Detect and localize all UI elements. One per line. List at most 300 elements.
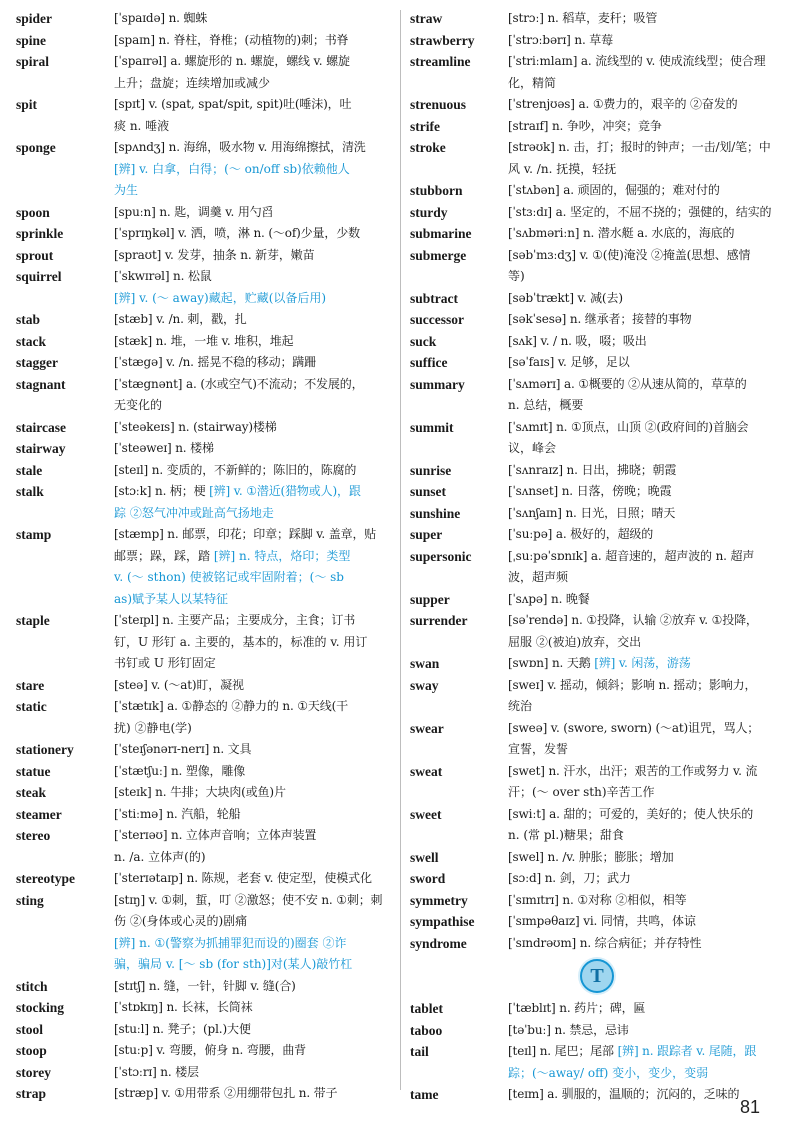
definition-line <box>114 782 390 804</box>
definition-text: [səˈrendə] n. ①投降，认输 ②放弃 v. ①投降， <box>508 613 758 627</box>
definition-text: [stræp] v. ①用带系 ②用绷带包扎 n. 带子 <box>114 1086 338 1100</box>
definition-line <box>114 73 390 95</box>
extended-meaning: [辨] v. 白拿，白得；(～ on/off sb)依赖他人 <box>114 161 350 176</box>
dictionary-entry <box>408 610 786 653</box>
headword: squirrel <box>16 269 62 284</box>
dictionary-entry <box>14 868 392 890</box>
definition-text: [stɔːk] n. 柄；梗 <box>114 484 210 498</box>
definition-line <box>114 675 390 697</box>
definition-text: 钉，U 形钉 a. 主要的，基本的，标准的 v. 用订 <box>114 634 368 649</box>
definition-line <box>508 352 784 374</box>
dictionary-entry <box>14 481 392 524</box>
definition-text: [steɪk] n. 牛排；大块肉(或鱼)片 <box>114 785 286 799</box>
definition-text: 汗；(～ over sth)辛苦工作 <box>508 785 655 799</box>
definition <box>508 417 786 460</box>
extended-meaning: [辨] v. 闲荡，游荡 <box>594 656 691 670</box>
definition-text: [spuːn] n. 匙，调羹 v. 用勺舀 <box>114 204 274 219</box>
definition-line <box>508 202 784 224</box>
dictionary-entry <box>408 911 786 933</box>
definition <box>114 331 392 353</box>
definition-text: [strɔː] n. 稻草，麦秆；吸管 <box>508 11 658 25</box>
dictionary-entry <box>408 868 786 890</box>
dictionary-entry <box>408 503 786 525</box>
dictionary-entry <box>14 245 392 267</box>
dictionary-entry <box>14 890 392 976</box>
definition-line <box>114 911 390 933</box>
dictionary-entry <box>408 288 786 310</box>
definition-text: [ˈstrɔːbərɪ] n. 草莓 <box>508 32 613 47</box>
definition-line <box>114 331 390 353</box>
headword: storey <box>16 1064 51 1080</box>
dictionary-entry <box>408 352 786 374</box>
dictionary-entry <box>14 223 392 245</box>
definition <box>114 266 392 309</box>
headword: sweet <box>410 806 442 822</box>
definition <box>508 180 786 202</box>
definition <box>508 998 786 1020</box>
definition-text: [teɪl] n. 尾巴；尾部 <box>508 1044 618 1058</box>
definition <box>508 288 786 310</box>
definition-text: [ˈstætɪk] a. ①静态的 ②静力的 n. ①天线(干 <box>114 699 348 713</box>
letter-t-icon: T <box>580 959 614 993</box>
definition-text: [ˈstɒkɪŋ] n. 长袜，长筒袜 <box>114 1000 253 1014</box>
headword: tail <box>410 1044 429 1059</box>
definition-line <box>508 266 784 288</box>
definition <box>114 417 392 439</box>
definition <box>114 245 392 267</box>
definition <box>508 51 786 94</box>
definition-text: [ˈstiːmə] n. 汽船，轮船 <box>114 806 241 821</box>
dictionary-entry <box>408 890 786 912</box>
headword: static <box>16 699 47 714</box>
headword: steamer <box>16 806 62 822</box>
definition <box>508 8 786 30</box>
dictionary-entry <box>14 1062 392 1084</box>
definition-line <box>114 933 390 955</box>
dictionary-entry <box>14 1040 392 1062</box>
definition <box>114 30 392 52</box>
definition <box>508 847 786 869</box>
definition-line <box>508 331 784 353</box>
definition-text: [stæmp] n. 邮票，印花；印章；踩脚 v. 盖章，贴 <box>114 527 377 541</box>
definition-line <box>508 159 784 181</box>
definition-line <box>114 589 390 611</box>
definition-text: [strəʊk] n. 击，打；报时的钟声；一击/划/笔；中 <box>508 140 771 154</box>
definition-line <box>114 976 390 998</box>
definition <box>508 116 786 138</box>
dictionary-entry <box>14 804 392 826</box>
headword: stack <box>16 333 46 349</box>
definition-line <box>508 116 784 138</box>
dictionary-entry <box>14 374 392 417</box>
dictionary-entry <box>408 1084 786 1106</box>
headword: sprout <box>16 247 54 263</box>
definition-text: [ˈsʌpə] n. 晚餐 <box>508 591 590 606</box>
definition-line <box>508 374 784 396</box>
dictionary-entry <box>408 847 786 869</box>
definition-text: [ˈstægə] v. /n. 摇晃不稳的移动；蹒跚 <box>114 355 317 369</box>
dictionary-entry <box>14 1019 392 1041</box>
headword: syndrome <box>410 935 467 951</box>
definition-line <box>508 782 784 804</box>
dictionary-entry <box>14 309 392 331</box>
definition-text: [ˈsʌmərɪ] a. ①概要的 ②从速从简的，草草的 <box>508 376 747 391</box>
definition-line <box>114 180 390 202</box>
extended-meaning: v. (～ sthon) 使被铭记或牢固附着；(～ sb <box>114 570 344 584</box>
definition-line <box>508 524 784 546</box>
definition <box>508 653 786 675</box>
definition-line <box>114 610 390 632</box>
definition <box>114 675 392 697</box>
page-number: 81 <box>739 1097 760 1117</box>
headword: surrender <box>410 613 468 628</box>
definition-line <box>508 309 784 331</box>
dictionary-entry <box>408 94 786 116</box>
headword: statue <box>16 763 51 779</box>
definition-line <box>114 438 390 460</box>
definition-text: [sweə] v. (swore, sworn) (～at)诅咒，骂人； <box>508 720 760 735</box>
dictionary-entry <box>408 675 786 718</box>
dictionary-entry <box>408 718 786 761</box>
definition-line <box>508 1063 784 1085</box>
definition-text: [steɪl] n. 变质的，不新鲜的；陈旧的，陈腐的 <box>114 462 357 477</box>
definition-text: [ˈsteəkeɪs] n. (stairway)楼梯 <box>114 419 277 434</box>
definition <box>508 589 786 611</box>
extended-meaning: as)赋予某人以某特征 <box>114 591 228 606</box>
definition-text: [spʌndʒ] n. 海绵，吸水物 v. 用海绵擦拭，清洗 <box>114 140 366 154</box>
headword: spine <box>16 32 47 48</box>
headword: taboo <box>410 1022 443 1038</box>
definition-text: [ˈspaɪdə] n. 蜘蛛 <box>114 11 208 25</box>
definition-line <box>508 223 784 245</box>
definition-text: [səbˈmɜːdʒ] v. ①(使)淹没 ②掩盖(思想、感情 <box>508 247 751 262</box>
dictionary-entry <box>408 481 786 503</box>
definition-text: 化，精简 <box>508 75 557 90</box>
definition-text: [stuːp] v. 弯腰，俯身 n. 弯腰，曲背 <box>114 1043 307 1057</box>
definition <box>508 223 786 245</box>
definition-text: [ˈsuːpə] a. 极好的，超级的 <box>508 527 654 541</box>
dictionary-entry <box>408 804 786 847</box>
definition <box>114 1040 392 1062</box>
extended-meaning: [辨] v. ①潜近(猎物或人)，跟 <box>209 484 361 498</box>
headword: sunset <box>410 484 447 499</box>
definition <box>114 761 392 783</box>
definition-line <box>114 137 390 159</box>
dictionary-entry <box>14 137 392 202</box>
headword: staircase <box>16 419 66 435</box>
definition-text: [swel] n. /v. 肿胀；膨胀；增加 <box>508 849 674 864</box>
headword: sword <box>410 871 446 886</box>
dictionary-entry <box>14 266 392 309</box>
headword: strife <box>410 118 440 134</box>
headword: stalk <box>16 484 44 499</box>
definition <box>508 1020 786 1042</box>
dictionary-entry <box>14 825 392 868</box>
definition <box>508 374 786 417</box>
headword: sweat <box>410 763 443 779</box>
headword: stroke <box>410 140 446 155</box>
headword: suffice <box>410 355 448 370</box>
headword: stamp <box>16 527 52 542</box>
definition-text: [səkˈsesə] n. 继承者；接替的事物 <box>508 312 692 326</box>
headword: strawberry <box>410 32 475 48</box>
definition-text: [ˈsʌnset] n. 日落，傍晚；晚霞 <box>508 484 672 498</box>
dictionary-entry <box>408 417 786 460</box>
headword: strenuous <box>410 97 467 112</box>
definition-text: [swiːt] a. 甜的；可爱的，美好的；使人快乐的 <box>508 806 754 821</box>
definition-text: [spaɪn] n. 脊柱，脊椎；(动植物的)刺；书脊 <box>114 32 349 47</box>
headword: stoop <box>16 1043 47 1058</box>
definition-line <box>114 1019 390 1041</box>
definition <box>114 223 392 245</box>
dictionary-entry <box>408 653 786 675</box>
definition-line <box>508 30 784 52</box>
dictionary-entry <box>408 309 786 331</box>
headword: successor <box>410 312 464 327</box>
headword: stagger <box>16 355 58 370</box>
definition-line <box>114 202 390 224</box>
definition <box>114 1019 392 1041</box>
headword: supersonic <box>410 548 472 564</box>
definition-line <box>508 460 784 482</box>
dictionary-entry <box>14 610 392 675</box>
definition <box>114 374 392 417</box>
definition-line <box>114 1083 390 1105</box>
dictionary-entry <box>408 137 786 180</box>
definition <box>508 911 786 933</box>
dictionary-entry <box>14 417 392 439</box>
definition-line <box>508 438 784 460</box>
definition-line <box>114 524 390 546</box>
definition-text: [stɪtʃ] n. 缝，一针，针脚 v. 缝(合) <box>114 978 296 993</box>
headword: stereo <box>16 828 51 843</box>
dictionary-entry <box>14 997 392 1019</box>
definition-text: 议，峰会 <box>508 441 557 455</box>
headword: sunshine <box>410 505 461 521</box>
headword: suck <box>410 333 437 349</box>
dictionary-entry <box>14 1083 392 1105</box>
definition-text: [ˈsʌbməriːn] n. 潜水艇 a. 水底的，海底的 <box>508 226 735 240</box>
headword: stereotype <box>16 871 75 886</box>
definition-line <box>114 288 390 310</box>
headword: submarine <box>410 226 472 241</box>
definition <box>508 933 786 955</box>
definition-line <box>114 546 390 568</box>
headword: staple <box>16 613 50 628</box>
definition <box>508 1041 786 1084</box>
headword: spider <box>16 11 53 26</box>
definition <box>508 546 786 589</box>
definition <box>508 481 786 503</box>
dictionary-entry <box>408 116 786 138</box>
dictionary-entry <box>14 739 392 761</box>
dictionary-entry <box>14 8 392 30</box>
definition-text: [sweɪ] v. 摇动，倾斜；影响 n. 摇动；影响力， <box>508 677 757 692</box>
definition-line <box>114 997 390 1019</box>
definition <box>114 976 392 998</box>
headword: stationery <box>16 742 74 757</box>
headword: streamline <box>410 54 471 69</box>
dictionary-entry <box>14 524 392 610</box>
definition-text: [stæk] n. 堆，一堆 v. 堆积，堆起 <box>114 333 294 348</box>
definition-line <box>114 352 390 374</box>
definition-line <box>508 653 784 675</box>
definition <box>114 610 392 675</box>
definition <box>114 309 392 331</box>
definition-line <box>114 825 390 847</box>
definition-line <box>114 739 390 761</box>
headword: tame <box>410 1087 439 1102</box>
dictionary-entry <box>408 460 786 482</box>
definition-text: [ˈsɪmɪtrɪ] n. ①对称 ②相似，相等 <box>508 892 687 907</box>
definition-text: [ˈstʌbən] a. 顽固的，倔强的；难对付的 <box>508 183 720 197</box>
definition-line <box>508 761 784 783</box>
headword: swell <box>410 849 439 865</box>
definition-line <box>114 417 390 439</box>
definition-line <box>114 632 390 654</box>
definition-text: 扰) ②静电(学) <box>114 720 192 735</box>
column-divider <box>400 10 401 1090</box>
definition-line <box>508 868 784 890</box>
definition-text: 上升；盘旋；连续增加或减少 <box>114 75 271 90</box>
definition-text: [swɒn] n. 天鹅 <box>508 656 595 670</box>
definition-text: [spɪt] v. (spat, spat/spit, spit)吐(唾沫)，吐 <box>114 97 352 111</box>
definition <box>508 352 786 374</box>
dictionary-page <box>14 8 786 1100</box>
headword: summit <box>410 419 454 435</box>
definition-line <box>114 481 390 503</box>
definition-line <box>508 73 784 95</box>
headword: supper <box>410 591 450 607</box>
definition-line <box>508 675 784 697</box>
headword: stale <box>16 462 43 478</box>
definition-line <box>114 1062 390 1084</box>
definition-text: [ˈstɔːrɪ] n. 楼层 <box>114 1064 199 1079</box>
definition <box>508 524 786 546</box>
headword: super <box>410 527 443 542</box>
definition <box>114 94 392 137</box>
headword: stubborn <box>410 183 463 198</box>
definition-text: [stɪŋ] v. ①刺，蜇，叮 ②激怒；使不安 n. ①刺；刺 <box>114 892 383 907</box>
extended-meaning: 为生 <box>114 183 139 197</box>
definition <box>508 460 786 482</box>
headword: stool <box>16 1021 43 1037</box>
headword: steak <box>16 785 46 800</box>
definition-text: [sɔːd] n. 剑，刀；武力 <box>508 871 631 885</box>
definition <box>114 524 392 610</box>
headword: stare <box>16 677 45 693</box>
definition-text: [swet] n. 汗水，出汗；艰苦的工作或努力 v. 流 <box>508 763 758 778</box>
definition-line <box>114 30 390 52</box>
definition <box>508 137 786 180</box>
definition <box>508 202 786 224</box>
extended-meaning: 踪 ②怒气冲冲或趾高气扬地走 <box>114 505 274 520</box>
definition-text: [ˈsteɪʃənərɪ-nerɪ] n. 文具 <box>114 742 252 756</box>
definition-line <box>508 481 784 503</box>
definition-text: [sʌk] v. / n. 吸，啜；吸出 <box>508 333 647 348</box>
definition-line <box>508 804 784 826</box>
left-column <box>14 8 392 1105</box>
definition <box>114 51 392 94</box>
definition <box>508 718 786 761</box>
definition-line <box>114 116 390 138</box>
definition <box>508 610 786 653</box>
definition <box>114 739 392 761</box>
definition-line <box>114 309 390 331</box>
dictionary-entry <box>14 352 392 374</box>
dictionary-entry <box>14 460 392 482</box>
definition-line <box>508 245 784 267</box>
dictionary-entry <box>408 761 786 804</box>
definition-text: [ˈsteɪpl] n. 主要产品；主要成分，主食；订书 <box>114 613 356 627</box>
definition <box>508 868 786 890</box>
definition-text: [ˈstægnənt] a. (水或空气)不流动；不发展的， <box>114 376 364 391</box>
headword: summary <box>410 376 465 392</box>
definition-line <box>114 804 390 826</box>
definition-text: [straɪf] n. 争吵，冲突；竞争 <box>508 118 662 133</box>
definition-line <box>508 847 784 869</box>
headword: sunrise <box>410 462 452 478</box>
headword: swear <box>410 720 444 736</box>
definition-line <box>114 868 390 890</box>
definition-text: [stuːl] n. 凳子；(pl.)大便 <box>114 1021 251 1036</box>
definition-line <box>508 8 784 30</box>
dictionary-entry <box>408 1041 786 1084</box>
definition-line <box>508 911 784 933</box>
headword: sway <box>410 677 439 693</box>
headword: tablet <box>410 1001 443 1016</box>
dictionary-entry <box>14 51 392 94</box>
definition-text: [ˈsterɪətaɪp] n. 陈规，老套 v. 使定型，使模式化 <box>114 871 372 885</box>
definition-line <box>114 8 390 30</box>
definition-line <box>114 223 390 245</box>
definition-line <box>114 395 390 417</box>
definition-line <box>114 696 390 718</box>
definition-line <box>508 567 784 589</box>
definition-line <box>114 567 390 589</box>
definition <box>508 890 786 912</box>
definition-line <box>508 137 784 159</box>
definition-text: [ˈstɜːdɪ] a. 坚定的，不屈不挠的；强健的，结实的 <box>508 204 772 219</box>
dictionary-entry <box>408 524 786 546</box>
headword: symmetry <box>410 892 468 908</box>
definition-text: [ˈsɪndrəʊm] n. 综合病征；并存特性 <box>508 935 702 950</box>
dictionary-entry <box>408 8 786 30</box>
dictionary-entry <box>408 180 786 202</box>
dictionary-entry <box>408 30 786 52</box>
dictionary-entry <box>14 30 392 52</box>
extended-meaning: 踪；(～away/ off) 变小，变少，变弱 <box>508 1065 709 1080</box>
headword: sting <box>16 892 44 908</box>
definition-text: [stæb] v. /n. 刺，戳，扎 <box>114 312 247 326</box>
definition-line <box>508 51 784 73</box>
definition-text: [ˈsteəweɪ] n. 楼梯 <box>114 441 214 455</box>
definition-text: n. /a. 立体声(的) <box>114 849 206 864</box>
definition-text: [steə] v. (～at)盯，凝视 <box>114 677 244 692</box>
headword: sympathise <box>410 914 475 929</box>
definition <box>508 309 786 331</box>
definition-line <box>114 1040 390 1062</box>
definition-line <box>114 761 390 783</box>
definition-line <box>508 395 784 417</box>
definition-text: [spraʊt] v. 发芽，抽条 n. 新芽，嫩苗 <box>114 247 315 262</box>
definition-text: 波，超声频 <box>508 570 569 584</box>
extended-meaning: 骗，骗局 v. [～ sb (for sth)]对(某人)敲竹杠 <box>114 957 353 971</box>
definition-text: [ˈskwɪrəl] n. 松鼠 <box>114 269 212 283</box>
extended-meaning: [辨] n. ①(警察为抓捕罪犯而设的)圈套 ②诈 <box>114 935 347 950</box>
definition-line <box>114 51 390 73</box>
definition-line <box>508 180 784 202</box>
